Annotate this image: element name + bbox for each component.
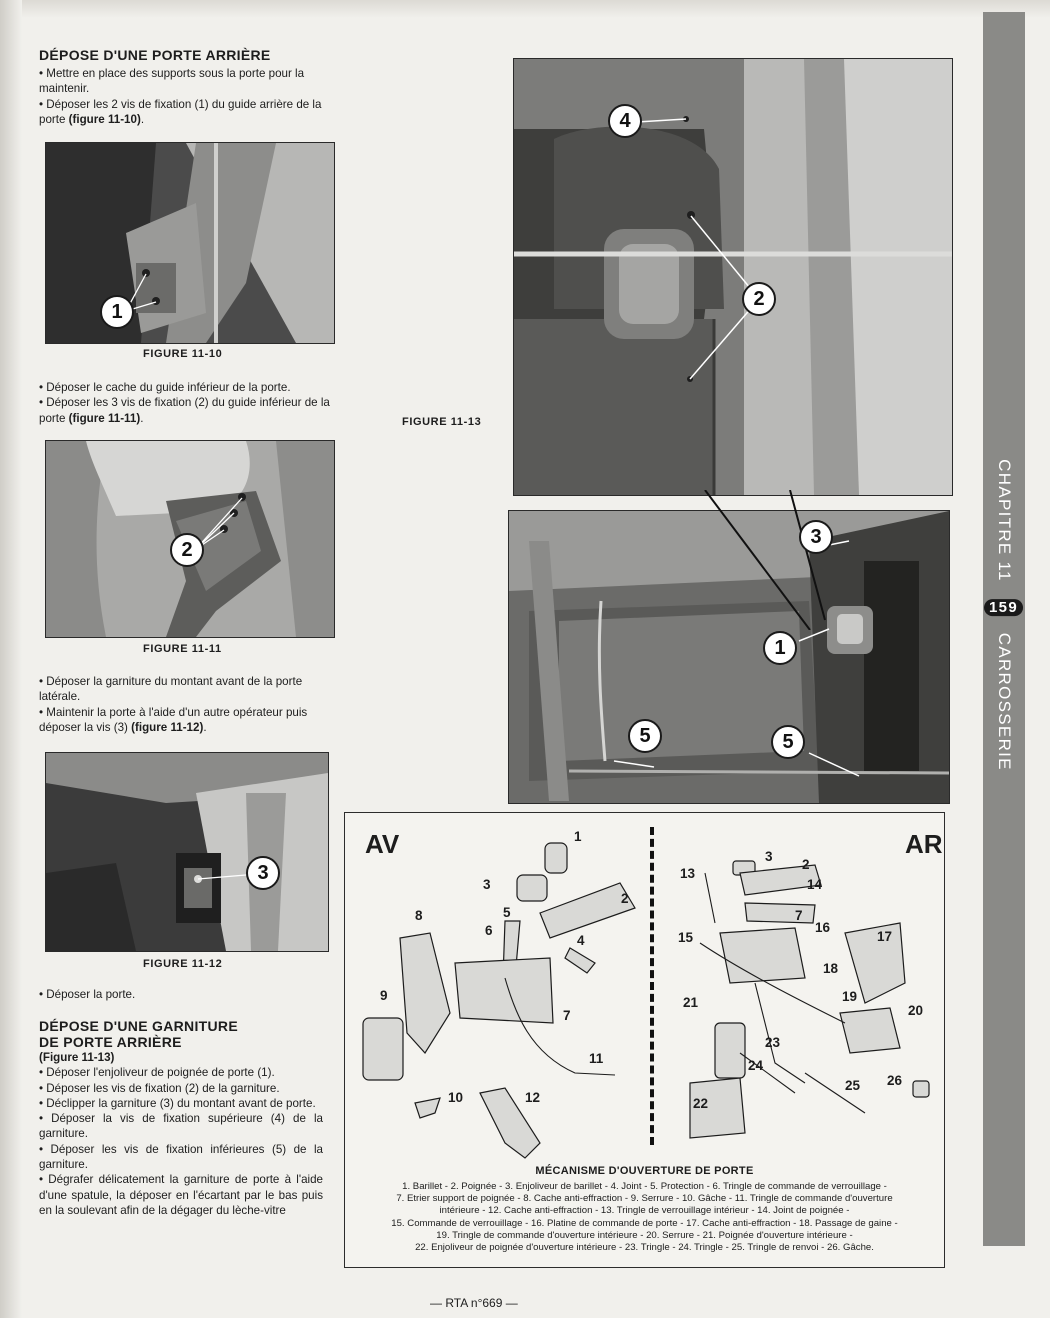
- bullet: [39, 97, 335, 128]
- section1-text: [39, 66, 335, 127]
- title-initial: D: [39, 47, 50, 63]
- bullet: • Mettre en place des supports sous la porte pour la maintenir.: [39, 67, 305, 96]
- title-rest: ÉPOSE D'UNE GARNITURE: [49, 1018, 238, 1034]
- part-number: 26: [887, 1073, 903, 1088]
- callout-1: 1: [100, 295, 134, 329]
- figure-caption: FIGURE 11-10: [143, 348, 223, 360]
- chapter-tab-label: [989, 459, 1018, 771]
- chapter-number: CHAPITRE 11: [995, 459, 1014, 582]
- title-rest: ÉPOSE D'UNE PORTE ARRIÈRE: [49, 47, 271, 63]
- figure-ref: (figure 11-12): [131, 720, 204, 734]
- bullet-text: • Déposer les 2 vis de fixation (1) du guide arrière de la porte: [39, 97, 322, 126]
- mechanism-diagram: [344, 812, 945, 1268]
- callout-4: 4: [608, 104, 642, 138]
- steps-f12-text: [39, 674, 335, 735]
- callout-3: 3: [246, 856, 280, 890]
- bullet: • Déposer la vis de fixation supérieure (4) de la garniture.: [39, 1112, 323, 1141]
- bullet: [39, 395, 335, 426]
- page-shadow-top: [0, 0, 1050, 18]
- part-number: 15: [678, 930, 694, 945]
- part-number: 2: [621, 891, 629, 906]
- title-initial: D: [39, 1018, 50, 1034]
- section-name: CARROSSERIE: [995, 632, 1014, 771]
- part-number: 23: [765, 1035, 781, 1050]
- title-line-2: DE PORTE ARRIÈRE: [39, 1034, 182, 1050]
- bullet-text: • Maintenir la porte à l'aide d'un autre opérateur puis déposer la vis (3): [39, 705, 308, 734]
- part-number: 19: [842, 989, 858, 1004]
- photo-figure-11-12: [45, 752, 329, 952]
- part-number: 14: [807, 877, 823, 892]
- figure-caption: FIGURE 11-11: [143, 643, 222, 655]
- bullet-text: • Déposer les 3 vis de fixation (2) du guide inférieur de la porte: [39, 396, 330, 425]
- part-number: 13: [680, 866, 696, 881]
- part-number: 16: [815, 920, 831, 935]
- part-number: 18: [823, 961, 839, 976]
- steps-f11-text: [39, 380, 335, 426]
- page-footer: — RTA n°669 —: [430, 1296, 518, 1310]
- callout-5: 5: [771, 725, 805, 759]
- legend-line: 7. Etrier support de poignée - 8. Cache anti-effraction - 9. Serrure - 10. Gâche - 11. Tringle de commande d'ouverture: [396, 1193, 893, 1205]
- part-number: 20: [908, 1003, 924, 1018]
- part-number: 7: [795, 908, 803, 923]
- part-number: 1: [574, 829, 582, 844]
- side-label-ar: AR: [905, 829, 943, 859]
- legend-line: 22. Enjoliveur de poignée d'ouverture intérieure - 23. Tringle - 24. Tringle - 25. Tringle de renvoi - 26. Gâche.: [415, 1242, 874, 1254]
- bullet: • Déposer les vis de fixation inférieures (5) de la garniture.: [39, 1142, 323, 1172]
- figure-caption: FIGURE 11-13: [402, 416, 482, 428]
- legend-line: 19. Tringle de commande d'ouverture intérieure - 20. Serrure - 21. Poignée d'ouverture intérieure -: [436, 1229, 853, 1241]
- part-number: 17: [877, 929, 893, 944]
- zoom-connector: [700, 490, 840, 630]
- bullet: • Déposer l'enjoliveur de poignée de porte (1).: [39, 1066, 275, 1080]
- part-number: 21: [683, 995, 699, 1010]
- part-number: 3: [765, 849, 773, 864]
- bullet: • Déclipper la garniture (3) du montant avant de porte.: [39, 1096, 316, 1110]
- figure-caption: FIGURE 11-12: [143, 958, 223, 970]
- figure-ref: (Figure 11-13): [39, 1051, 115, 1064]
- punct: .: [140, 112, 145, 126]
- callout-2: 2: [170, 533, 204, 567]
- callout-5: 5: [628, 719, 662, 753]
- section-title-depose-porte: [39, 47, 271, 63]
- part-number: 9: [380, 988, 388, 1003]
- legend-line: 15. Commande de verrouillage - 16. Platine de commande de porte - 17. Cache anti-effraction - 18. Passage de gaine -: [391, 1217, 898, 1229]
- part-number: 11: [589, 1051, 604, 1066]
- photo-figure-11-13-detail: [513, 58, 953, 496]
- part-number: 2: [802, 857, 810, 872]
- section-title-depose-garniture: [39, 1018, 238, 1050]
- diagram-title: MÉCANISME D'OUVERTURE DE PORTE: [535, 1165, 754, 1177]
- part-number: 3: [483, 877, 491, 892]
- bullet: [39, 705, 335, 736]
- part-number: 4: [577, 933, 585, 948]
- part-number: 8: [415, 908, 423, 923]
- bullet: • Déposer la garniture du montant avant de la porte latérale.: [39, 675, 303, 704]
- part-number: 25: [845, 1078, 861, 1093]
- page-shadow-left: [0, 0, 22, 1318]
- callout-2: 2: [742, 282, 776, 316]
- section2-text: [39, 1050, 323, 1218]
- callout-3: 3: [799, 520, 833, 554]
- photo-figure-11-10: [45, 142, 335, 344]
- bullet: • Déposer le cache du guide inférieur de la porte.: [39, 381, 291, 394]
- parts-drawing: [345, 813, 944, 1163]
- part-number: 24: [748, 1058, 764, 1073]
- diagram-legend: [353, 1181, 936, 1254]
- legend-line: 1. Barillet - 2. Poignée - 3. Enjoliveur de barillet - 4. Joint - 5. Protection - 6. Tringle de commande de verrouillage -: [402, 1181, 887, 1192]
- part-number: 5: [503, 905, 511, 920]
- side-label-av: AV: [365, 829, 400, 859]
- part-number: 22: [693, 1096, 709, 1111]
- figure-ref: (figure 11-10): [68, 112, 141, 126]
- page-number-badge: 159: [984, 599, 1023, 616]
- figure-ref: (figure 11-11): [68, 411, 141, 425]
- punct: .: [140, 411, 144, 425]
- bullet: • Déposer les vis de fixation (2) de la garniture.: [39, 1081, 280, 1095]
- bullet: • Dégrafer délicatement la garniture de porte à l'aide d'une spatule, la déposer en l'écartant par le bas puis en la soulevant afin de la dégager du lèche-vitre: [39, 1173, 323, 1217]
- title-line-1: [39, 1018, 238, 1034]
- punct: .: [203, 720, 207, 734]
- part-number: 6: [485, 923, 493, 938]
- part-number: 10: [448, 1090, 464, 1105]
- callout-1: 1: [763, 631, 797, 665]
- part-number: 12: [525, 1090, 541, 1105]
- step-depose-porte: • Déposer la porte.: [39, 988, 136, 1001]
- part-number: 7: [563, 1008, 571, 1023]
- legend-line: intérieure - 12. Cache anti-effraction - 13. Tringle de verrouillage intérieur - 14. Joint de poignée -: [439, 1205, 850, 1217]
